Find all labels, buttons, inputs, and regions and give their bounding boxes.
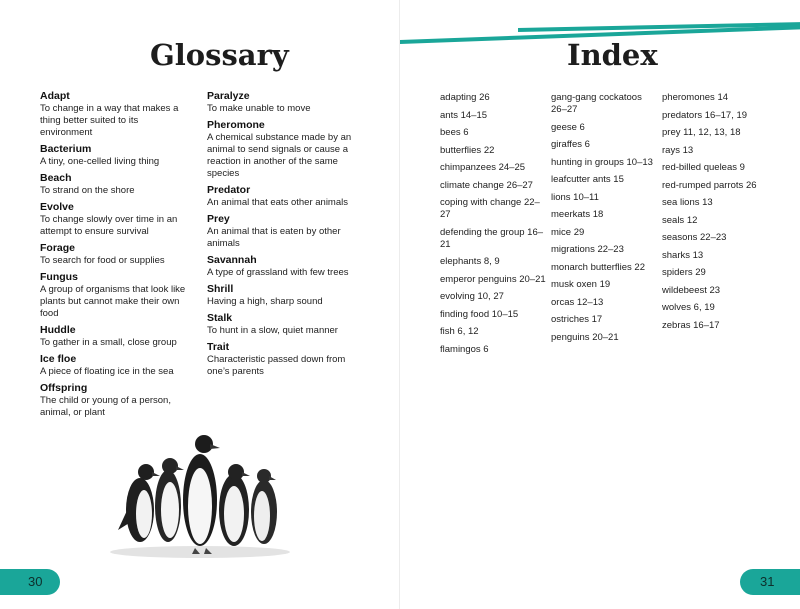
glossary-definition: Characteristic passed down from one’s parents <box>207 354 346 377</box>
index-entry: climate change 26–27 <box>440 179 533 191</box>
index-entry: migrations 22–23 <box>551 244 624 255</box>
index-entry: musk oxen 19 <box>551 279 611 290</box>
glossary-definition: A piece of floating ice in the sea <box>40 366 174 377</box>
glossary-entry <box>40 271 190 320</box>
penguin-figure <box>219 464 250 546</box>
glossary-entry <box>207 213 357 250</box>
index-entry: coping with change 22–27 <box>440 197 540 220</box>
glossary-entry <box>207 283 357 308</box>
glossary-term: Paralyze <box>207 90 250 102</box>
glossary-entry <box>207 341 357 378</box>
glossary-definition: A chemical substance made by an animal to send signals or cause a reaction in another of the same species <box>207 132 352 179</box>
index-entry: orcas 12–13 <box>551 296 604 308</box>
penguin-figure <box>155 458 184 542</box>
glossary-entry <box>207 90 357 115</box>
glossary-term: Bacterium <box>40 143 92 155</box>
index-entry: wildebeest 23 <box>662 284 721 296</box>
index-entry: pheromones 14 <box>662 92 729 103</box>
index-entry: geese 6 <box>551 121 585 133</box>
glossary-entry <box>40 242 190 267</box>
index-entry: seasons 22–23 <box>662 232 727 243</box>
index-entry: evolving 10, 27 <box>440 291 504 302</box>
index-entry: elephants 8, 9 <box>440 256 500 267</box>
index-entry: bees 6 <box>440 127 469 138</box>
index-entry: predators 16–17, 19 <box>662 109 748 121</box>
index-entry: spiders 29 <box>662 267 706 278</box>
index-entry: hunting in groups 10–13 <box>551 156 653 168</box>
glossary-title: Glossary <box>150 38 289 72</box>
glossary-entry <box>40 172 190 197</box>
glossary-term: Offspring <box>40 382 88 394</box>
glossary-definition: To gather in a small, close group <box>40 337 177 348</box>
index-entry: lions 10–11 <box>551 191 599 203</box>
glossary-definition: To hunt in a slow, quiet manner <box>207 325 338 336</box>
index-entry: wolves 6, 19 <box>662 302 715 313</box>
index-entry: sharks 13 <box>662 249 704 261</box>
glossary-term: Forage <box>40 242 76 254</box>
index-entry: rays 13 <box>662 144 694 156</box>
index-column-3 <box>662 92 772 337</box>
glossary-entry <box>40 143 190 168</box>
glossary-term: Huddle <box>40 324 76 336</box>
index-entry: chimpanzees 24–25 <box>440 162 526 173</box>
index-page <box>400 0 800 609</box>
index-column-2 <box>551 92 655 349</box>
glossary-entry <box>40 201 190 238</box>
glossary-term: Ice floe <box>40 353 77 365</box>
index-entry: mice 29 <box>551 226 585 238</box>
glossary-entry <box>207 184 357 209</box>
index-entry: meerkats 18 <box>551 209 604 220</box>
page-number-right: 31 <box>740 569 800 595</box>
index-entry: penguins 20–21 <box>551 331 619 343</box>
index-entry: flamingos 6 <box>440 343 489 355</box>
glossary-definition: To make unable to move <box>207 103 311 114</box>
glossary-entry <box>207 312 357 337</box>
glossary-definition: A type of grassland with few trees <box>207 267 349 278</box>
glossary-entry <box>40 90 190 139</box>
index-entry: red-rumped parrots 26 <box>662 179 757 191</box>
glossary-definition: An animal that eats other animals <box>207 197 348 208</box>
glossary-entry <box>40 382 190 419</box>
glossary-term: Beach <box>40 172 72 184</box>
glossary-definition: To change in a way that makes a thing better suited to its environment <box>40 103 179 138</box>
glossary-term: Stalk <box>207 312 233 324</box>
page-number-left: 30 <box>0 569 60 595</box>
glossary-term: Evolve <box>40 201 74 213</box>
index-entry: defending the group 16–21 <box>440 226 544 250</box>
glossary-entry <box>207 119 357 180</box>
penguin-group-illustration <box>100 430 300 560</box>
index-entry: fish 6, 12 <box>440 326 479 337</box>
index-title: Index <box>567 38 658 72</box>
index-entry: finding food 10–15 <box>440 308 519 320</box>
penguin-figure <box>118 464 160 542</box>
index-entry: adapting 26 <box>440 92 490 103</box>
glossary-entry <box>40 353 190 378</box>
glossary-definition: A group of organisms that look like plants but cannot make their own food <box>40 284 186 319</box>
index-entry: emperor penguins 20–21 <box>440 273 546 285</box>
index-entry: ostriches 17 <box>551 314 603 325</box>
glossary-term: Trait <box>207 341 230 353</box>
glossary-definition: An animal that is eaten by other animals <box>207 226 341 249</box>
index-entry: ants 14–15 <box>440 109 488 121</box>
index-entry: zebras 16–17 <box>662 319 720 331</box>
glossary-definition: A tiny, one-celled living thing <box>40 156 160 167</box>
glossary-definition: To change slowly over time in an attempt to ensure survival <box>40 214 178 237</box>
glossary-entry <box>40 324 190 349</box>
glossary-entry <box>207 254 357 279</box>
penguin-figure <box>251 469 277 544</box>
glossary-term: Prey <box>207 213 230 225</box>
glossary-term: Pheromone <box>207 119 265 131</box>
index-entry: red-billed queleas 9 <box>662 162 745 173</box>
index-entry: monarch butterflies 22 <box>551 261 645 273</box>
glossary-definition: To strand on the shore <box>40 185 135 196</box>
index-entry: gang-gang cockatoos 26–27 <box>551 92 642 115</box>
glossary-term: Adapt <box>40 90 70 102</box>
index-entry: leafcutter ants 15 <box>551 174 624 185</box>
glossary-column-1 <box>40 90 190 423</box>
glossary-column-2 <box>207 90 357 382</box>
index-entry: prey 11, 12, 13, 18 <box>662 127 741 138</box>
penguin-figure <box>183 435 220 554</box>
glossary-definition: To search for food or supplies <box>40 255 165 266</box>
index-entry: giraffes 6 <box>551 139 590 150</box>
index-entry: butterflies 22 <box>440 144 495 156</box>
glossary-term: Shrill <box>207 283 234 295</box>
glossary-term: Fungus <box>40 271 78 283</box>
glossary-definition: Having a high, sharp sound <box>207 296 323 307</box>
glossary-term: Savannah <box>207 254 257 266</box>
glossary-term: Predator <box>207 184 251 196</box>
index-entry: sea lions 13 <box>662 197 713 208</box>
glossary-definition: The child or young of a person, animal, or plant <box>40 395 171 418</box>
index-entry: seals 12 <box>662 214 698 226</box>
index-column-1 <box>440 92 550 361</box>
